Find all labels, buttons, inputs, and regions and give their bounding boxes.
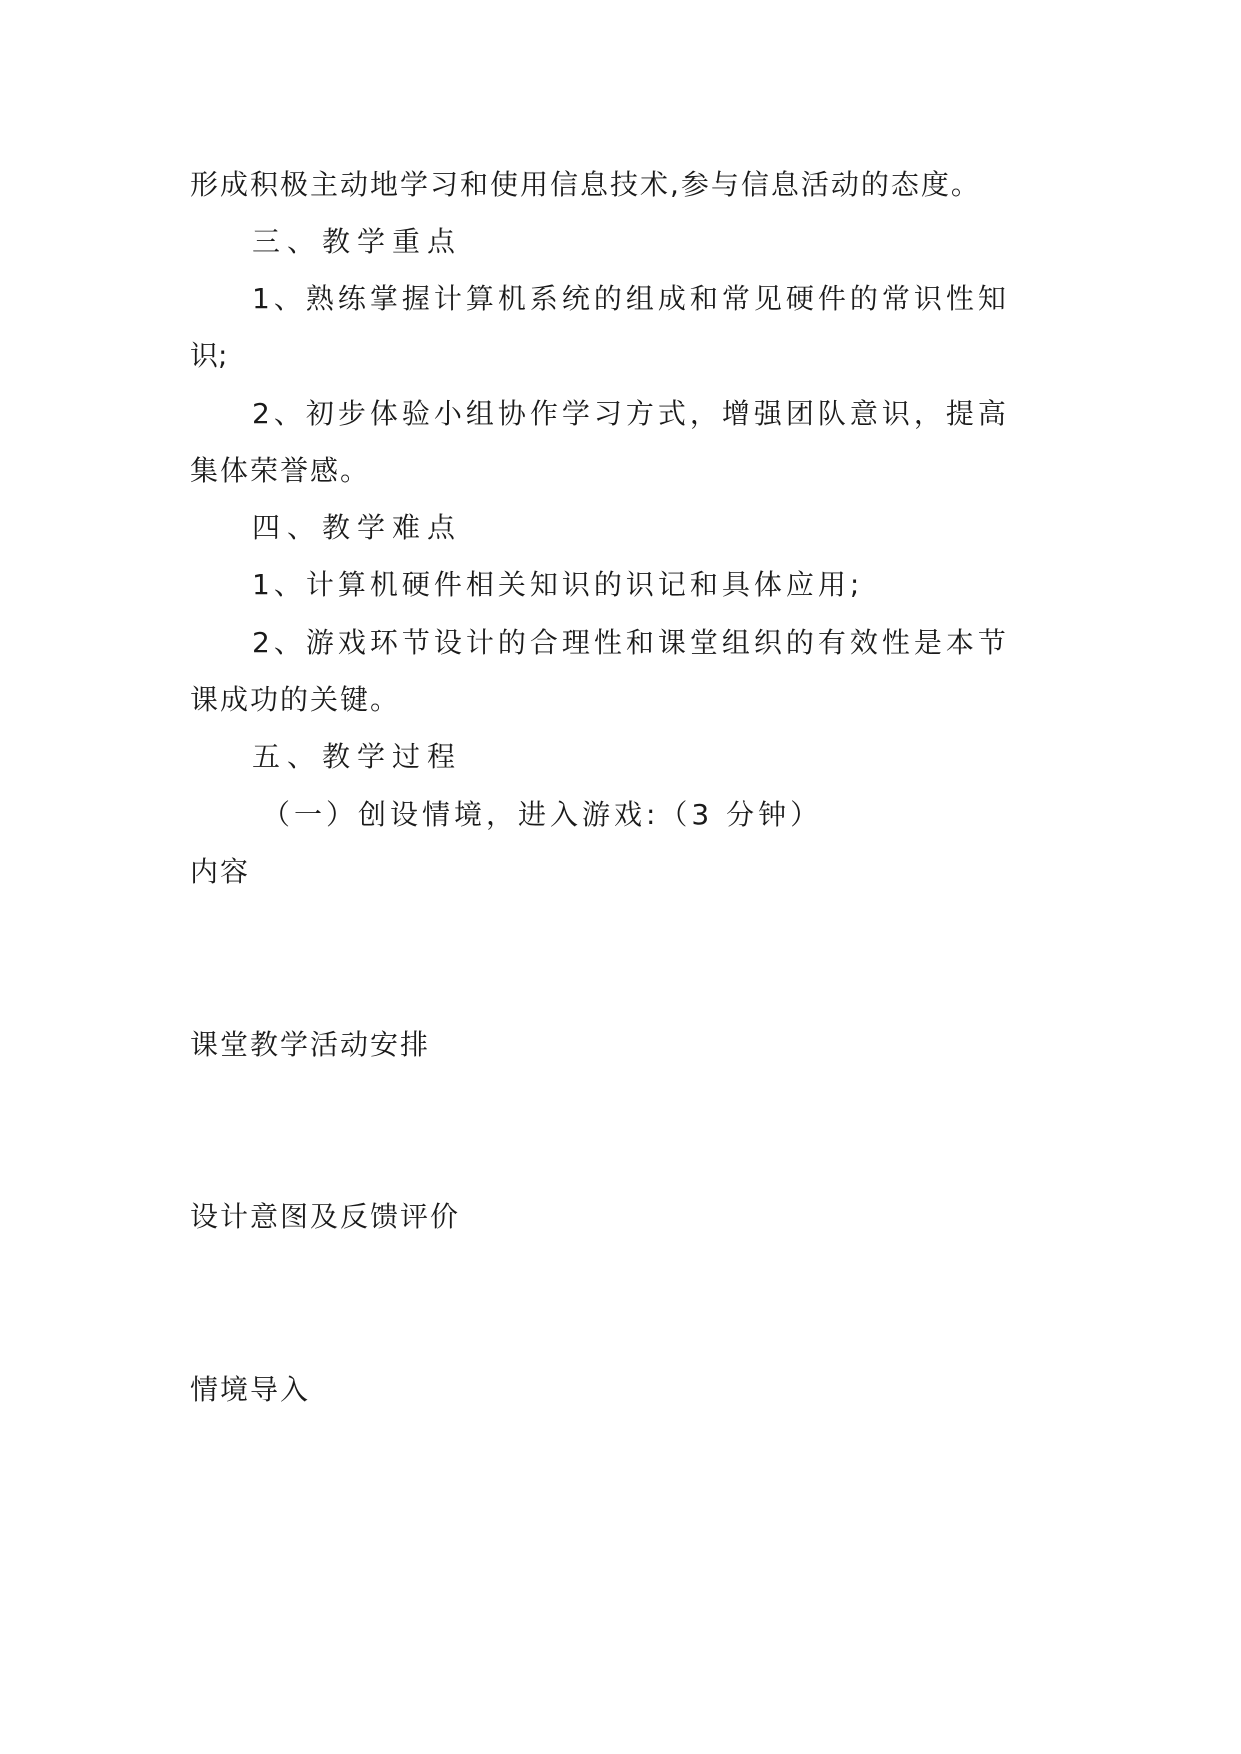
list-item-line: 集体荣誉感。 bbox=[190, 454, 371, 487]
subsection-heading: （一）创设情境，进入游戏:（3 分钟） bbox=[262, 798, 823, 831]
table-cell-label: 情境导入 bbox=[190, 1373, 311, 1406]
list-item-line: 识; bbox=[190, 339, 228, 372]
table-cell-label: 设计意图及反馈评价 bbox=[190, 1200, 461, 1233]
table-cell-label: 内容 bbox=[190, 855, 251, 888]
table-cell-label: 课堂教学活动安排 bbox=[190, 1028, 431, 1061]
section-heading: 五、教学过程 bbox=[252, 740, 463, 773]
list-item-line: 2、游戏环节设计的合理性和课堂组织的有效性是本节 bbox=[252, 626, 1010, 659]
paragraph-line: 形成积极主动地学习和使用信息技术,参与信息活动的态度。 bbox=[190, 168, 981, 201]
list-item-line: 1、熟练掌握计算机系统的组成和常见硬件的常识性知 bbox=[252, 282, 1010, 315]
list-item-line: 2、初步体验小组协作学习方式，增强团队意识，提高 bbox=[252, 397, 1010, 430]
list-item-line: 1、计算机硬件相关知识的识记和具体应用; bbox=[252, 568, 864, 601]
list-item-line: 课成功的关键。 bbox=[190, 683, 401, 716]
section-heading: 三、教学重点 bbox=[252, 225, 463, 258]
section-heading: 四、教学难点 bbox=[252, 511, 463, 544]
